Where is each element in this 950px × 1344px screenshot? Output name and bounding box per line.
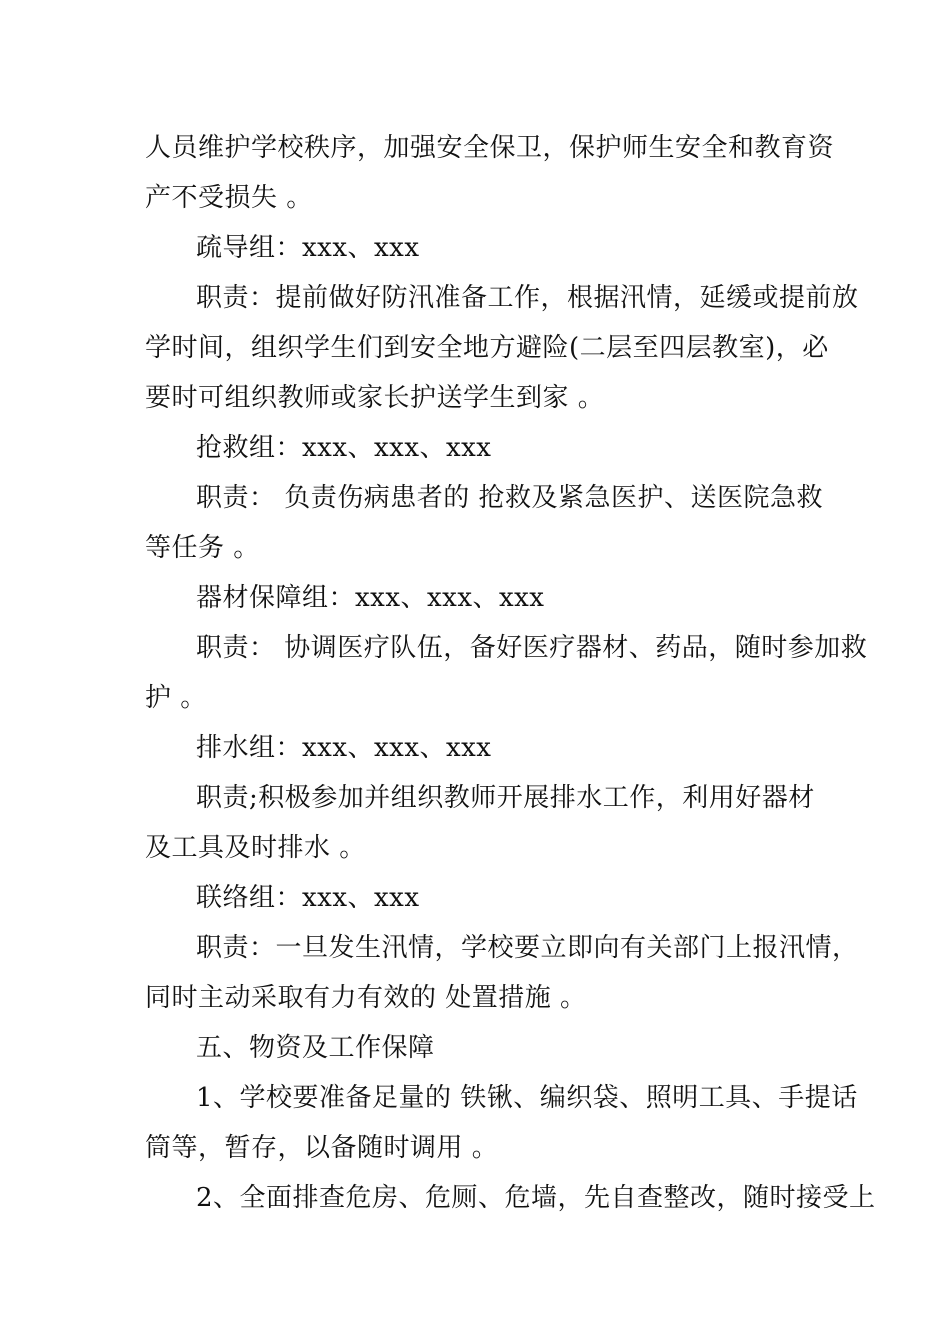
text-line: 2、全面排查危房、危厕、危墙，先自查整改，随时接受上 — [196, 1183, 876, 1213]
text-line: 护 。 — [145, 683, 207, 713]
text-line: 职责：提前做好防汛准备工作，根据汛情，延缓或提前放 — [196, 283, 859, 313]
text-line: 学时间，组织学生们到安全地方避险(二层至四层教室)，必 — [145, 333, 829, 363]
group-heading: 疏导组：xxx、xxx — [196, 233, 420, 263]
text-line: 职责：一旦发生汛情，学校要立即向有关部门上报汛情， — [196, 933, 859, 963]
text-line: 职责;积极参加并组织教师开展排水工作，利用好器材 — [196, 783, 815, 813]
text-line: 职责： 协调医疗队伍，备好医疗器材、药品，随时参加救 — [196, 633, 868, 663]
group-heading: 抢救组：xxx、xxx、xxx — [196, 433, 492, 463]
text-line: 及工具及时排水 。 — [145, 833, 366, 863]
text-line: 筒等，暂存，以备随时调用 。 — [145, 1133, 499, 1163]
text-line: 同时主动采取有力有效的 处置措施 。 — [145, 983, 587, 1013]
text-line: 产不受损失 。 — [145, 183, 313, 213]
text-line: 1、学校要准备足量的 铁锹、编织袋、照明工具、手提话 — [196, 1083, 858, 1113]
text-line: 要时可组织教师或家长护送学生到家 。 — [145, 383, 605, 413]
text-line: 人员维护学校秩序，加强安全保卫，保护师生安全和教育资 — [145, 133, 835, 163]
group-heading: 排水组：xxx、xxx、xxx — [196, 733, 492, 763]
group-heading: 联络组：xxx、xxx — [196, 883, 420, 913]
text-line: 等任务 。 — [145, 533, 260, 563]
group-heading: 器材保障组：xxx、xxx、xxx — [196, 583, 545, 613]
section-heading: 五、物资及工作保障 — [196, 1033, 435, 1063]
text-line: 职责： 负责伤病患者的 抢救及紧急医护、送医院急救 — [196, 483, 824, 513]
